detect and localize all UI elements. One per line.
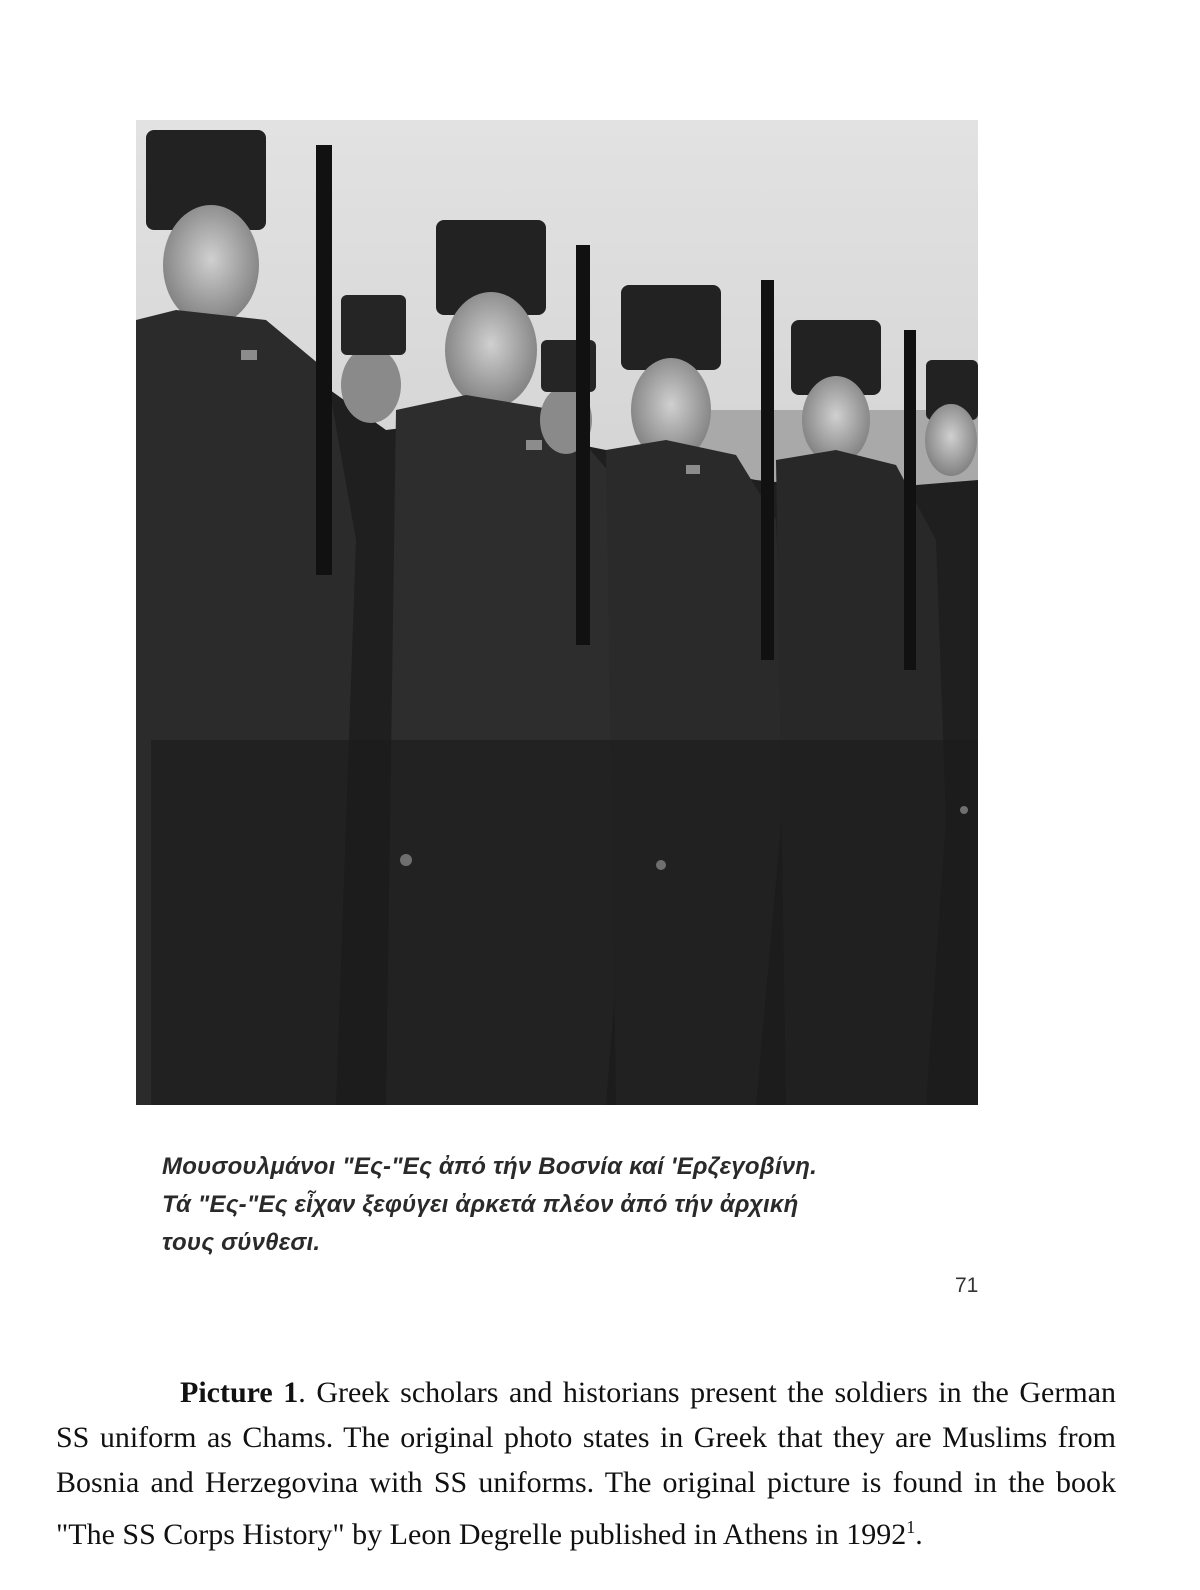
greek-caption-line: τους σύνθεσι. [162, 1229, 321, 1256]
historical-photo [136, 120, 978, 1105]
soldiers-photo-icon [136, 120, 978, 1105]
greek-photo-caption [162, 1148, 982, 1262]
caption-end: . [915, 1518, 923, 1551]
greek-caption-line: Μουσουλμάνοι "Ες-"Ες ἀπό τήν Βοσνία καί 'Ερζεγοβίνη. [162, 1153, 817, 1180]
page-number: 71 [955, 1274, 979, 1297]
caption-text: . Greek scholars and historians present the soldiers in the German SS uniform as Chams. The original photo states in Greek that they are Muslims from Bosnia and Herzegovina with SS uniforms. The original picture is found in the book "The SS Corps History" by Leon Degrelle published in Athens in 1992 [56, 1376, 1117, 1551]
caption-label: Picture 1 [180, 1376, 299, 1409]
footnote-marker[interactable]: 1 [906, 1517, 916, 1537]
greek-caption-line: Τά "Ες-"Ες εἶχαν ξεφύγει ἀρκετά πλέον ἀπό τήν ἀρχική [162, 1191, 799, 1218]
english-caption [56, 1370, 1116, 1557]
